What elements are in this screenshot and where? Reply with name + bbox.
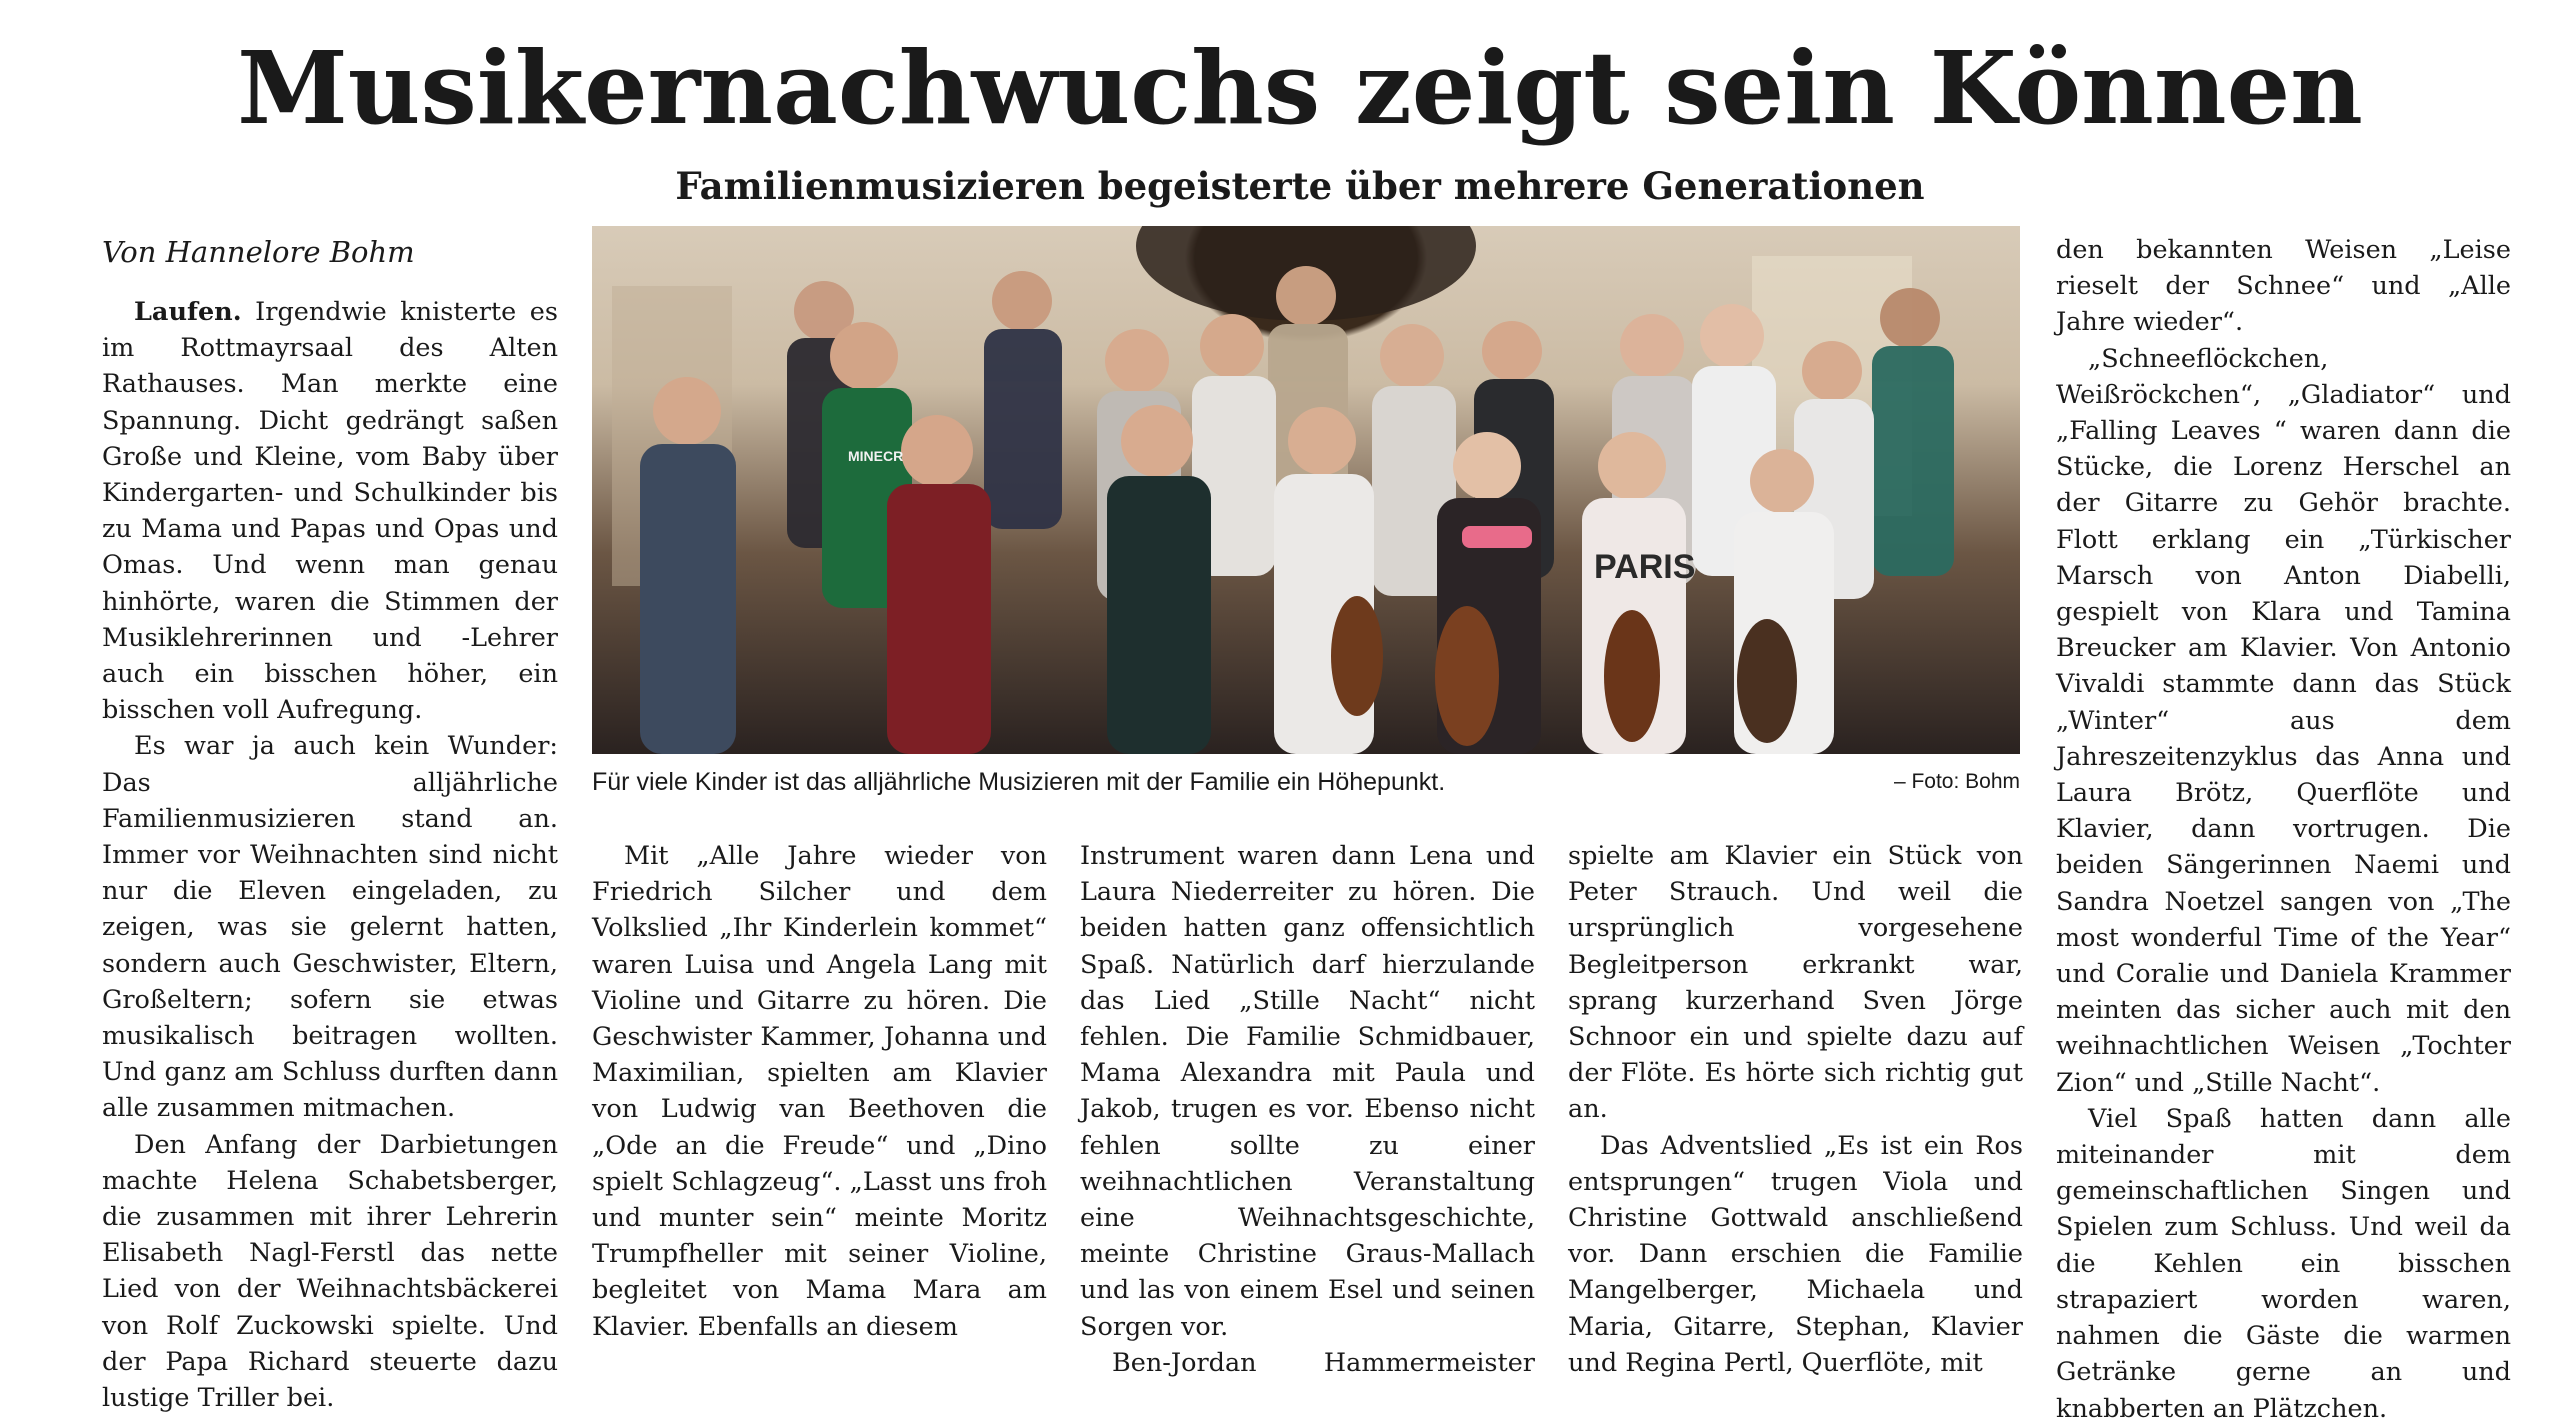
- paragraph: spielte am Klavier ein Stück von Peter Strauch. Und weil die ursprünglich vorgesehene Begleitperson erkrankt war, sprang kurzerhand Sven Jörge Schnoor ein und spielte dazu auf der Flöte. Es hörte sich richtig gut an.: [1568, 841, 2023, 1125]
- byline: Von Hannelore Bohm: [102, 235, 415, 269]
- paragraph-text: Irgendwie knisterte es im Rottmayrsaal des Alten Rathauses. Man merkte eine Spannung. Dicht gedrängt saßen Große und Kleine, vom Baby über Kindergarten- und Schulkinder bis zu Mama und Papas und Opas und Omas. Und wenn man genau hinhörte, waren die Stimmen der Musiklehrerinnen und -Lehrer auch ein bisschen höher, ein bisschen voll Aufregung.: [102, 297, 558, 726]
- article-column-3: [1080, 838, 1535, 1381]
- article-photo: [592, 226, 2020, 754]
- article-column-1: [102, 232, 558, 1416]
- shirt-text-minecraft: MINECR: [848, 448, 904, 464]
- article-headline: Musikernachwuchs zeigt sein Können: [237, 29, 2363, 147]
- shirt-text-paris: PARIS: [1594, 548, 1696, 586]
- paragraph: Das Adventslied „Es ist ein Ros entsprungen“ trugen Viola und Christine Gottwald anschließend vor. Dann erschien die Familie Mangelberger, Michaela und Maria, Gitarre, Stephan, Klavier und Regina Pertl, Querflöte, mit: [1568, 1130, 2023, 1378]
- article-column-4: [1568, 838, 2023, 1381]
- paragraph: „Schneeflöckchen, Weißröckchen“, „Gladiator“ und „Falling Leaves “ waren dann die Stücke, die Lorenz Herschel an der Gitarre zu Gehör brachte. Flott erklang ein „Türkischer Marsch von Anton Diabelli, gespielt von Klara und Tamina Breucker am Klavier. Von Antonio Vivaldi stammte dann das Stück „Winter“ aus dem Jahreszeitenzyklus das Anna und Laura Brötz, Querflöte und Klavier, dann vortrugen. Die beiden Sängerinnen Naemi und Sandra Noetzel sangen von „The most wonderful Time of the Year“ und Coralie und Daniela Krammer meinten das sicher auch mit den weihnachtlichen Weisen „Tochter Zion“ und „Stille Nacht“.: [2056, 343, 2511, 1098]
- paragraph: Es war ja auch kein Wunder: Das alljährliche Familienmusizieren stand an. Immer vor Weihnachten sind nicht nur die Eleven eingeladen, zu zeigen, was sie gelernt hatten, sondern auch Geschwister, Eltern, Großeltern; sofern sie etwas musikalisch beitragen wollten. Und ganz am Schluss durften dann alle zusammen mitmachen.: [102, 731, 558, 1124]
- photo-credit: – Foto: Bohm: [1893, 770, 2020, 793]
- paragraph: Instrument waren dann Lena und Laura Niederreiter zu hören. Die beiden hatten ganz offensichtlich Spaß. Natürlich darf hierzulande das Lied „Stille Nacht“ nicht fehlen. Die Familie Schmidbauer, Mama Alexandra mit Paula und Jakob, trugen es vor. Ebenso nicht fehlen sollte zu einer weihnachtlichen Veranstaltung eine Weihnachtsgeschichte, meinte Christine Graus-Mallach und las von einem Esel und seinen Sorgen vor.: [1080, 841, 1535, 1342]
- paragraph: [102, 294, 558, 728]
- article-column-5: [2056, 232, 2511, 1427]
- photo-caption-bar: [592, 762, 2020, 802]
- group-photo-illustration: [592, 226, 2020, 754]
- article-subheadline: Familienmusizieren begeisterte über mehrere Generationen: [675, 164, 1925, 208]
- paragraph: Den Anfang der Darbietungen machte Helena Schabetsberger, die zusammen mit ihrer Lehrerin Elisabeth Nagl-Ferstl das nette Lied von der Weihnachtsbäckerei von Rolf Zuckowski spielte. Und der Papa Richard steuerte dazu lustige Triller bei.: [102, 1129, 558, 1414]
- article-column-2: [592, 838, 1047, 1345]
- photo-caption: Für viele Kinder ist das alljährliche Musizieren mit der Familie ein Höhepunkt.: [592, 768, 1446, 796]
- lead-place: Laufen.: [134, 297, 242, 327]
- paragraph: den bekannten Weisen „Leise rieselt der Schnee“ und „Alle Jahre wieder“.: [2056, 235, 2511, 338]
- paragraph: Mit „Alle Jahre wieder von Friedrich Silcher und dem Volkslied „Ihr Kinderlein kommet“ waren Luisa und Angela Lang mit Violine und Gitarre zu hören. Die Geschwister Kammer, Johanna und Maximilian, spielten am Klavier von Ludwig van Beethoven die „Ode an die Freude“ und „Dino spielt Schlagzeug“. „Lasst uns froh und munter sein“ meinte Moritz Trumpfheller mit seiner Violine, begleitet von Mama Mara am Klavier. Ebenfalls an diesem: [592, 841, 1047, 1342]
- paragraph: Ben-Jordan Hammermeister: [1112, 1347, 1535, 1378]
- paragraph: Viel Spaß hatten dann alle miteinander mit dem gemeinschaftlichen Singen und Spielen zum Schluss. Und weil da die Kehlen ein bisschen strapaziert worden waren, nahmen die Gäste die warmen Getränke gerne an und knabberten an Plätzchen.: [2056, 1103, 2511, 1424]
